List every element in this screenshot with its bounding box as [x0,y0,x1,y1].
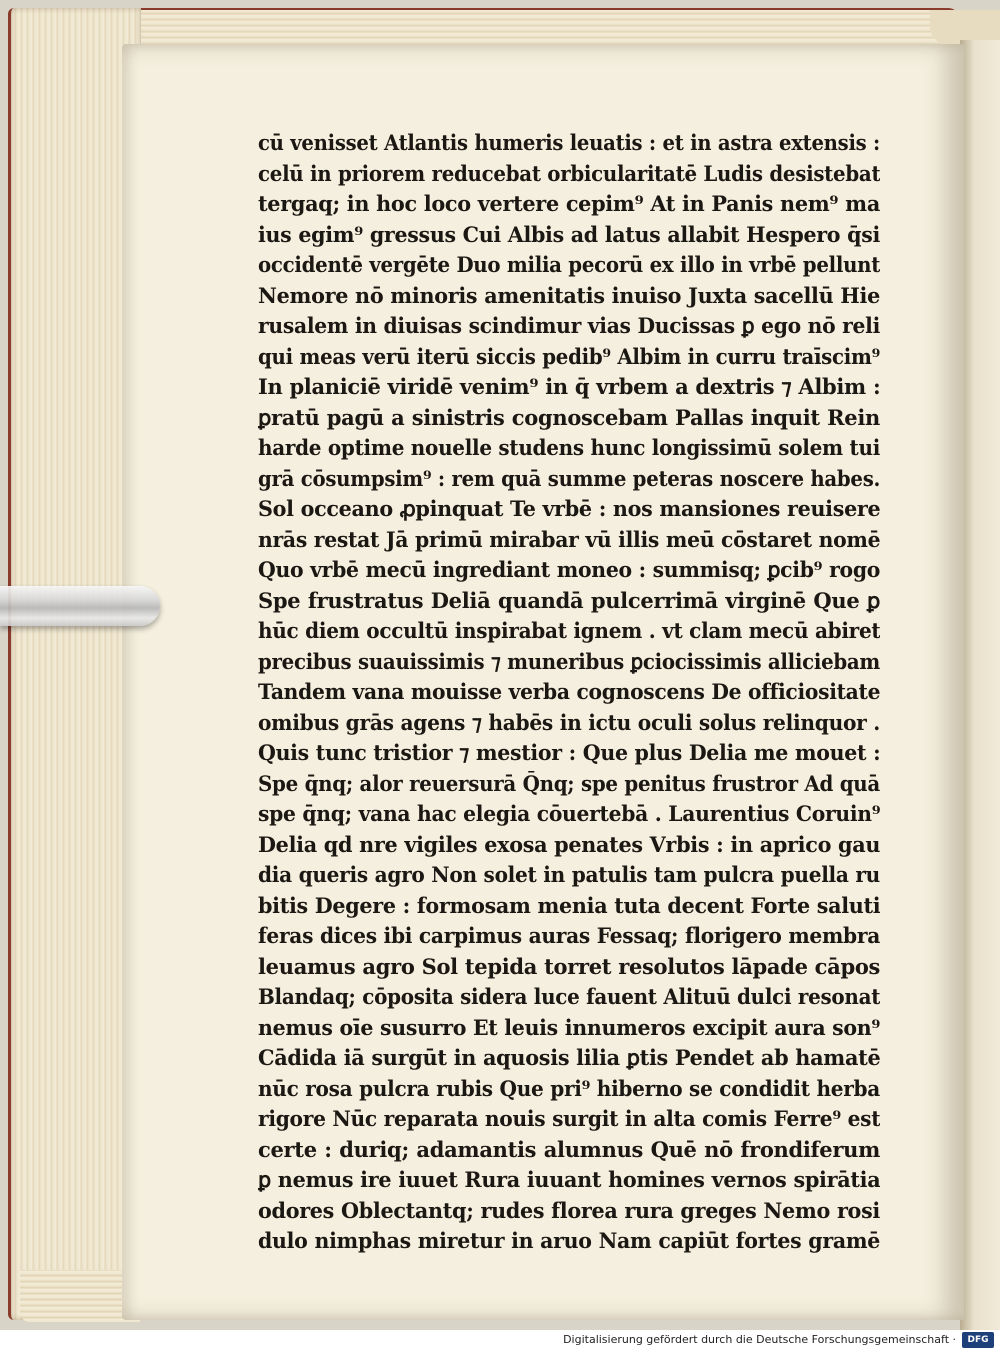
text-line: qui meas verū iterū siccis pedib⁹ Albim in curru traīscim⁹ [258,343,880,369]
text-line: precibus suauissimis ⁊ muneribus ꝑciocissimis alliciebam [258,648,880,674]
text-line: Quo vrbē mecū ingrediant moneo : summisq; ꝑcib⁹ rogo [258,557,880,582]
text-line: Cādida iā surgūt in aquosis lilia ꝑtis Pendet ab hamatē [258,1045,880,1070]
text-line: ꝑratū pagū a sinistris cognoscebam Pallas inquit Rein [258,404,880,430]
text-line: bitis Degere : formosam menia tuta decent Forte saluti [258,892,880,918]
text-line: tergaq; in hoc loco vertere cepim⁹ At in Panis nem⁹ ma [258,191,880,216]
text-line: hūc diem occultū inspirabat ignem . vt clam mecū abiret [258,618,880,643]
footer-bar [0,1330,1000,1352]
text-line: harde optime nouelle studens hunc longissimū solem tui [258,435,880,460]
text-line: ius egim⁹ gressus Cui Albis ad latus allabit Hespero q̄si [258,221,880,247]
text-line: Spe frustratus Deliā quandā pulcerrimā virginē Que ꝑ [258,587,880,613]
text-line: feras dices ibi carpimus auras Fessaq; florigero membra [258,923,880,948]
text-line: celū in priorem reducebat orbicularitatē Ludis desistebat [258,160,880,186]
text-line: rusalem in diuisas scindimur vias Ducissas ꝑ ego nō reli [258,313,880,338]
text-line: occidentē vergēte Duo milia pecorū ex illo in vrbē pellunt [258,252,880,277]
page-clamp-icon [0,586,160,626]
text-line: Delia qd nre vigiles exosa penates Vrbis : in aprico gau [258,831,880,857]
printed-text-block [258,128,880,1253]
text-line: In planiciē viridē venim⁹ in q̄ vrbem a dextris ⁊ Albim : [258,374,880,399]
text-line: cū venisset Atlantis humeris leuatis : et in astra extensis : [258,130,880,155]
text-line: grā cōsumpsim⁹ : rem quā summe peteras noscere habes. [258,465,880,491]
text-line: Tandem vana mouisse verba cognoscens De officiositate [258,679,880,704]
text-line: Blandaq; cōposita sidera luce fauent Alituū dulci resonat [258,984,880,1009]
dfg-logo[interactable]: DFG [962,1332,994,1348]
text-line: leuamus agro Sol tepida torret resolutos lāpade cāpos [258,953,880,979]
text-line: certe : duriq; adamantis alumnus Quē nō frondiferum [258,1136,880,1162]
text-line: omibus grās agens ⁊ habēs in ictu oculi solus relinquor . [258,709,880,735]
text-line: rigore Nūc reparata nouis surgit in alta comis Ferre⁹ est [258,1106,880,1131]
text-line: Sol occeano ꝓpinquat Te vrbē : nos mansiones reuisere [258,496,880,521]
text-line: nrās restat Jā primū mirabar vū illis meū cōstaret nomē [258,526,880,552]
text-line: nemus oīe susurro Et leuis innumeros excipit aura son⁹ [258,1014,880,1040]
text-line: Spe q̄nq; alor reuersurā Q̄nq; spe penitus frustror Ad quā [258,770,880,796]
text-line: dulo nimphas miretur in aruo Nam capiūt fortes gramē [258,1228,880,1253]
text-line: Quis tunc tristior ⁊ mestior : Que plus Delia me mouet : [258,740,880,765]
text-line: dia queris agro Non solet in patulis tam pulcra puella ru [258,862,880,887]
book-gutter [960,40,1000,1330]
text-line: spe q̄nq; vana hac elegia cōuertebā . Laurentius Coruin⁹ [258,801,880,826]
text-line: Nemore nō minoris amenitatis inuiso Juxta sacellū Hie [258,282,880,308]
footer-credit[interactable]: Digitalisierung gefördert durch die Deutsche Forschungsgemeinschaft · [563,1333,956,1346]
text-line: odores Oblectantq; rudes florea rura greges Nemo rosi [258,1197,880,1223]
text-line: ꝑ nemus ire iuuet Rura iuuant homines vernos spirātia [258,1167,880,1192]
text-line: nūc rosa pulcra rubis Que pri⁹ hiberno se condidit herba [258,1075,880,1101]
